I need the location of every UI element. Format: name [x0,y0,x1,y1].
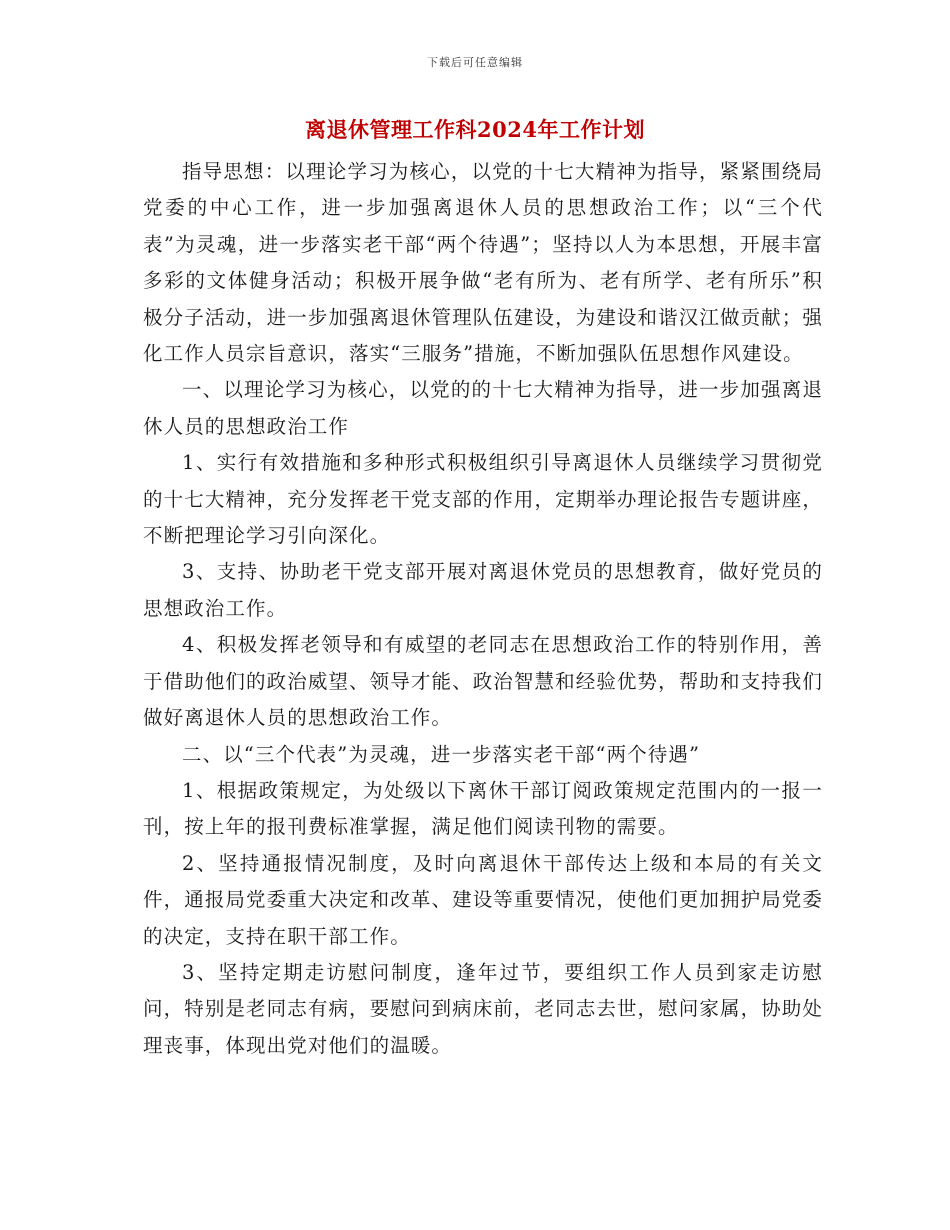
paragraph-item: 1、根据政策规定，为处级以下离休干部订阅政策规定范围内的一报一刊，按上年的报刊费标准掌握，满足他们阅读刊物的需要。 [143,778,823,839]
section-heading-2: 二、以“三个代表”为灵魂，进一步落实老干部“两个待遇” [182,742,701,766]
section-heading-1: 一、以理论学习为核心，以党的的十七大精神为指导，进一步加强离退休人员的思想政治工作 [143,378,823,438]
page-header-note: 下载后可任意编辑 [427,56,523,69]
paragraph-item: 3、支持、协助老干党支部开展对离退休党员的思想教育，做好党员的思想政治工作。 [143,560,823,620]
paragraph-item: 3、坚持定期走访慰问制度，逢年过节，要组织工作人员到家走访慰问，特别是老同志有病，要慰问到病床前，老同志去世，慰问家属，协助处理丧事，体现出党对他们的温暖。 [143,960,823,1057]
paragraph-item: 2、坚持通报情况制度，及时向离退休干部传达上级和本局的有关文件，通报局党委重大决定和改革、建设等重要情况，使他们更加拥护局党委的决定，支持在职干部工作。 [143,851,823,948]
paragraph-guiding-ideology: 指导思想：以理论学习为核心，以党的十七大精神为指导，紧紧围绕局党委的中心工作，进一步加强离退休人员的思想政治工作；以“三个代表”为灵魂，进一步落实老干部“两个待遇”；坚持以人为本思想，开展丰富多彩的文体健身活动；积极开展争做“老有所为、老有所学、老有所乐”积极分子活动，进一步加强离退休管理队伍建设，为建设和谐汉江做贡献；强化工作人员宗旨意识，落实“三服务”措施，不断加强队伍思想作风建设。 [143,160,823,366]
document-body [143,154,823,1064]
document-title: 离退休管理工作科2024年工作计划 [305,117,645,142]
paragraph-item: 4、积极发挥老领导和有威望的老同志在思想政治工作的特别作用，善于借助他们的政治威望、领导才能、政治智慧和经验优势，帮助和支持我们做好离退休人员的思想政治工作。 [143,633,823,730]
paragraph-item: 1、实行有效措施和多种形式积极组织引导离退休人员继续学习贯彻党的十七大精神，充分发挥老干党支部的作用，定期举办理论报告专题讲座，不断把理论学习引向深化。 [143,451,823,548]
